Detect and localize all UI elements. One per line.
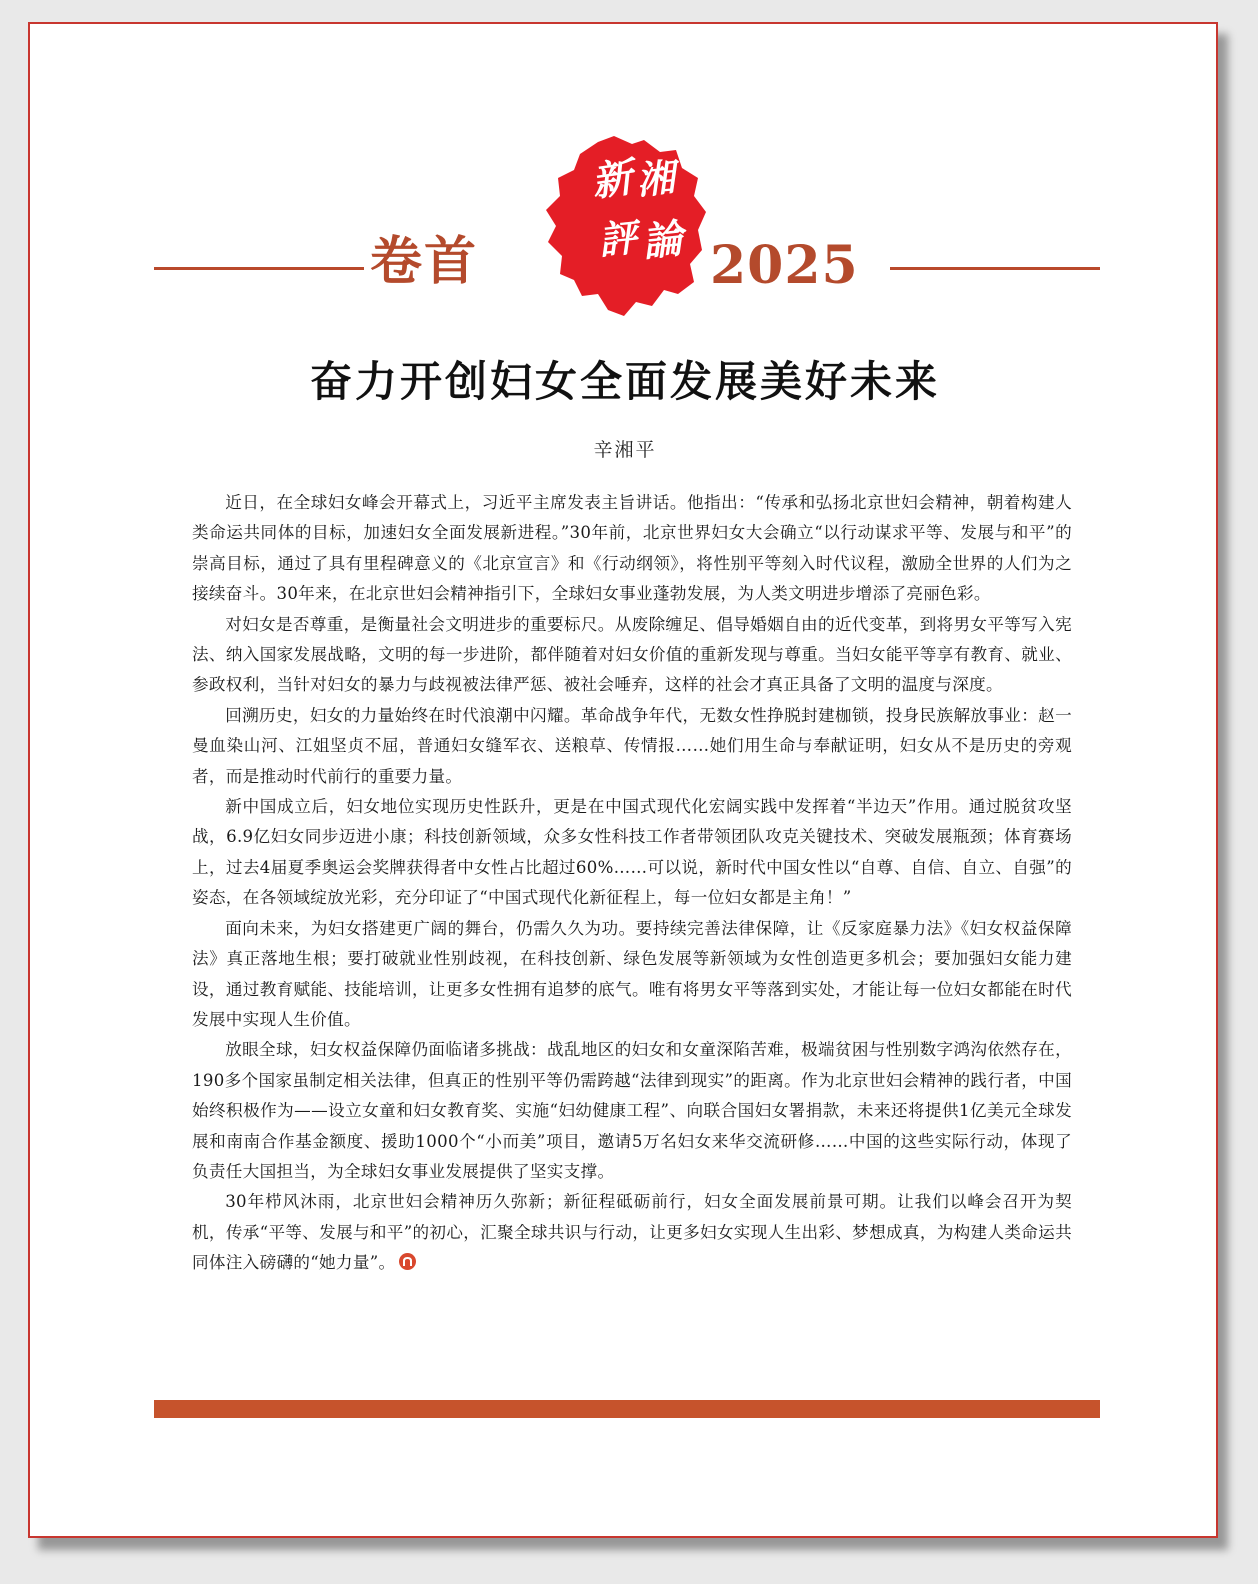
section-label: 卷首 xyxy=(370,231,479,292)
logo-char-4: 論 xyxy=(640,215,685,266)
header-rule-right xyxy=(890,267,1100,270)
magazine-page xyxy=(28,22,1218,1538)
article-body xyxy=(192,488,1072,1279)
column-header xyxy=(30,24,1220,344)
article-title: 奋力开创妇女全面发展美好未来 xyxy=(309,357,940,406)
logo-char-3: 評 xyxy=(596,214,639,263)
hunan-map-logo-icon xyxy=(540,134,710,319)
magazine-logo xyxy=(540,134,710,319)
paragraph: 回溯历史，妇女的力量始终在时代浪潮中闪耀。革命战争年代，无数女性挣脱封建枷锁，投身民族解放事业：赵一曼血染山河、江姐坚贞不屈，普通妇女缝军衣、送粮草、传情报……她们用生命与奉献证明，妇女从不是历史的旁观者，而是推动时代前行的重要力量。 xyxy=(192,705,1072,786)
article-author: 辛湘平 xyxy=(593,439,657,461)
paragraph: 对妇女是否尊重，是衡量社会文明进步的重要标尺。从废除缠足、倡导婚姻自由的近代变革，到将男女平等写入宪法、纳入国家发展战略，文明的每一步进阶，都伴随着对妇女价值的重新发现与尊重。当妇女能平等享有教育、就业、参政权利，当针对妇女的暴力与歧视被法律严惩、被社会唾弃，这样的社会才真正具备了文明的温度与深度。 xyxy=(192,614,1072,695)
paragraph-last xyxy=(192,1187,1072,1278)
footer-bar xyxy=(154,1400,1100,1418)
issue-year: 2025 xyxy=(710,235,859,296)
logo-char-1: 新 xyxy=(588,153,636,206)
paragraph: 面向未来，为妇女搭建更广阔的舞台，仍需久久为功。要持续完善法律保障，让《反家庭暴力法》《妇女权益保障法》真正落地生根；要打破就业性别歧视，在科技创新、绿色发展等新领域为女性创造更多机会；要加强妇女能力建设，通过教育赋能、技能培训，让更多女性拥有追梦的底气。唯有将男女平等落到实处，才能让每一位妇女都能在时代发展中实现人生价值。 xyxy=(192,918,1072,1029)
paragraph-text: 30年栉风沐雨，北京世妇会精神历久弥新；新征程砥砺前行，妇女全面发展前景可期。让我们以峰会召开为契机，传承“平等、发展与和平”的初心，汇聚全球共识与行动，让更多妇女实现人生出彩、梦想成真，为构建人类命运共同体注入磅礴的“她力量”。 xyxy=(192,1192,1072,1273)
logo-char-2: 湘 xyxy=(634,154,677,203)
paragraph: 新中国成立后，妇女地位实现历史性跃升，更是在中国式现代化宏阔实践中发挥着“半边天”作用。通过脱贫攻坚战，6.9亿妇女同步迈进小康；科技创新领域，众多女性科技工作者带领团队攻克关键技术、突破发展瓶颈；体育赛场上，过去4届夏季奥运会奖牌获得者中女性占比超过60%……可以说，新时代中国女性以“自尊、自信、自立、自强”的姿态，在各领域绽放光彩，充分印证了“中国式现代化新征程上，每一位妇女都是主角！” xyxy=(192,797,1072,908)
end-mark-icon xyxy=(399,1253,416,1270)
paragraph: 近日，在全球妇女峰会开幕式上，习近平主席发表主旨讲话。他指出：“传承和弘扬北京世妇会精神，朝着构建人类命运共同体的目标，加速妇女全面发展新进程。”30年前，北京世界妇女大会确立“以行动谋求平等、发展与和平”的崇高目标，通过了具有里程碑意义的《北京宣言》和《行动纲领》，将性别平等刻入时代议程，激励全世界的人们为之接续奋斗。30年来，在北京世妇会精神指引下，全球妇女事业蓬勃发展，为人类文明进步增添了亮丽色彩。 xyxy=(192,493,1072,604)
header-rule-left xyxy=(154,267,364,270)
paragraph: 放眼全球，妇女权益保障仍面临诸多挑战：战乱地区的妇女和女童深陷苦难，极端贫困与性别数字鸿沟依然存在，190多个国家虽制定相关法律，但真正的性别平等仍需跨越“法律到现实”的距离。作为北京世妇会精神的践行者，中国始终积极作为——设立女童和妇女教育奖、实施“妇幼健康工程”、向联合国妇女署捐款，未来还将提供1亿美元全球发展和南南合作基金额度、援助1000个“小而美”项目，邀请5万名妇女来华交流研修……中国的这些实际行动，体现了负责任大国担当，为全球妇女事业发展提供了坚实支撑。 xyxy=(192,1040,1072,1181)
